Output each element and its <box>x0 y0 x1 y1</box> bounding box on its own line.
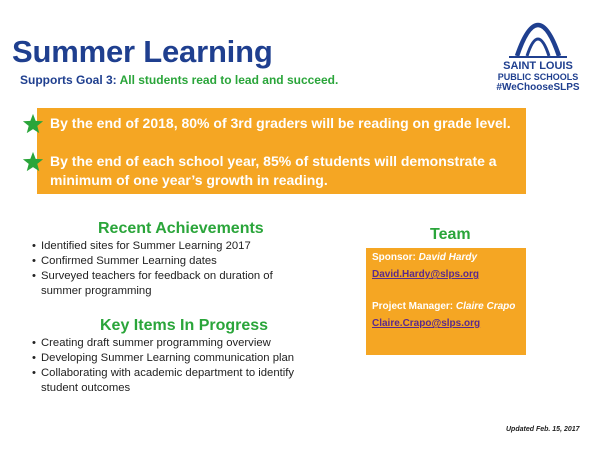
list-item: • Confirmed Summer Learning dates <box>32 254 307 269</box>
list-item: • Surveyed teachers for feedback on duration of summer programming <box>32 269 307 299</box>
logo-line-1: SAINT LOUIS <box>503 60 573 72</box>
star-icon <box>22 151 44 173</box>
page-title: Summer Learning <box>12 34 273 69</box>
goal-item-2: By the end of each school year, 85% of students will demonstrate a minimum of one year’s growth in reading. <box>50 153 497 188</box>
list-item: • Developing Summer Learning communication plan <box>32 351 317 366</box>
star-icon <box>22 113 44 135</box>
in-progress-list <box>32 336 317 396</box>
sponsor-label: Sponsor: <box>372 252 416 263</box>
goal-item-1: By the end of 2018, 80% of 3rd graders will be reading on grade level. <box>50 115 511 131</box>
goal-subtitle <box>20 73 338 87</box>
pm-email-line <box>372 317 480 331</box>
logo-line-2: PUBLIC SCHOOLS <box>497 72 579 82</box>
sponsor-line <box>372 251 477 265</box>
achievements-list <box>32 239 307 299</box>
list-item: • Collaborating with academic department to identify student outcomes <box>32 366 317 396</box>
goal-label: Supports Goal 3: <box>20 73 117 87</box>
team-heading: Team <box>430 226 471 243</box>
key-items-heading: Key Items In Progress <box>100 317 269 334</box>
gateway-arch-icon <box>507 8 569 60</box>
goal-text: All students read to lead and succeed. <box>119 73 339 87</box>
sponsor-email-line <box>372 268 479 282</box>
sponsor-name: David Hardy <box>418 252 478 263</box>
recent-achievements-heading: Recent Achievements <box>98 220 264 237</box>
slps-logo <box>486 8 590 98</box>
pm-label: Project Manager: <box>372 301 454 312</box>
pm-email-link[interactable]: Claire.Crapo@slps.org <box>372 318 481 329</box>
sponsor-email-link[interactable]: David.Hardy@slps.org <box>372 269 480 280</box>
pm-line <box>372 300 515 314</box>
updated-date: Updated Feb. 15, 2017 <box>506 426 580 433</box>
list-item: • Identified sites for Summer Learning 2017 <box>32 239 307 254</box>
logo-hashtag: #WeChooseSLPS <box>496 82 580 93</box>
pm-name: Claire Crapo <box>455 301 516 312</box>
list-item: • Creating draft summer programming overview <box>32 336 317 351</box>
